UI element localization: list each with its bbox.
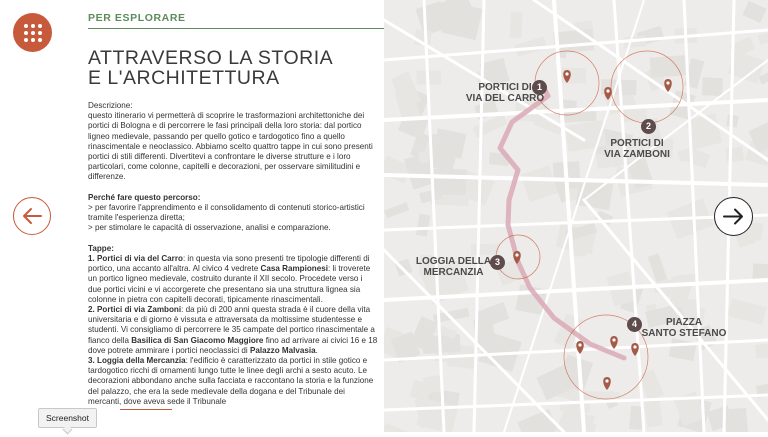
map-label-santo-stefano[interactable]: PIAZZA SANTO STEFANO xyxy=(634,317,734,339)
stop-badge-2[interactable]: 2 xyxy=(641,119,656,134)
route-map[interactable] xyxy=(384,0,768,432)
previous-button[interactable] xyxy=(13,197,51,235)
stop-badge-4[interactable]: 4 xyxy=(627,317,642,332)
content-panel xyxy=(0,0,384,432)
section-label: PER ESPLORARE xyxy=(88,12,186,24)
why-item-2: > per stimolare le capacità di osservazione, analisi e comparazione. xyxy=(88,223,378,233)
stop-badge-3[interactable]: 3 xyxy=(490,255,505,270)
stops-label: Tappe: xyxy=(88,244,114,253)
arrow-right-icon xyxy=(722,205,745,228)
stop-badge-1[interactable]: 1 xyxy=(532,80,547,95)
map-canvas xyxy=(384,0,768,432)
scroll-indicator xyxy=(120,409,172,410)
description-label: Descrizione: xyxy=(88,101,378,111)
next-button[interactable] xyxy=(714,197,753,236)
why-label: Perché fare questo percorso: xyxy=(88,193,200,202)
why-item-1: > per favorire l'apprendimento e il consolidamento di contenuti storico-artistici tramite l'esperienza diretta; xyxy=(88,203,378,223)
title-line-2: E L'ARCHITETTURA xyxy=(88,68,358,88)
map-label-mercanzia[interactable]: LOGGIA DELLA MERCANZIA xyxy=(411,256,496,278)
stop-2: 2. Portici di via Zamboni: da più di 200 anni questa strada è il cuore della vita universitaria e di giorno è vissuta e attraversata da moltissime studentesse e studenti. Vi consigliamo di percorrere le 35 campate del portico rinascimentale a fianco della Basilica di San Giacomo Maggiore fino ad arrivare ai civici 16 e 18 dove potrete ammirare i portici neoclassici di Palazzo Malvasia. xyxy=(88,305,378,356)
map-label-via-del-carro[interactable]: PORTICI DI VIA DEL CARRO xyxy=(460,82,550,104)
title-line-1: ATTRAVERSO LA STORIA xyxy=(88,48,358,68)
stop-1: 1. Portici di via del Carro: in questa via sono presenti tre tipologie differenti di portico, una accanto all'altra. Al civico 4 vedrete Casa Rampionesi: li troverete un portico ligneo medievale, costruito durante il XII secolo. Procedete verso i due portici vicini e vi accorgerete che presentano sia una struttura lignea sia colonne in pietra con capitelli decorati, tipicamente rinascimentali. xyxy=(88,254,378,305)
map-label-via-zamboni[interactable]: PORTICI DI VIA ZAMBONI xyxy=(592,138,682,160)
stop-3: 3. Loggia della Mercanzia: l'edificio è caratterizzato da portici in stile gotico e tardogotico ricchi di ornamenti lungo tutte le linee degli archi a sesto acuto. Le decorazioni abbondano anche sulla facciata e raccontano la storia e la funzione del palazzo, che era la sede medievale della dogana e del Tribunale dei mercanti, dove aveva sede il Tribunale xyxy=(88,356,378,407)
page-title xyxy=(88,48,358,88)
description-text xyxy=(88,101,378,409)
menu-button[interactable] xyxy=(13,13,52,52)
description-body: questo itinerario vi permetterà di scoprire le trasformazioni architettoniche dei portici di Bologna e di percorrere le fasi principali della loro storia: dal portico ligneo medievale, passando per quello gotico e tardogotico fino a quello rinascimentale e neoclassico. Abbiamo scelto quattro tappe in cui sono presenti portici di stili differenti. Divertitevi a confrontare le diverse strutture e i loro particolari, come colonne, capitelli e decorazioni, per osservare similitudini e differenze. xyxy=(88,111,378,182)
screenshot-tooltip: Screenshot xyxy=(38,408,97,428)
arrow-left-icon xyxy=(21,205,43,227)
